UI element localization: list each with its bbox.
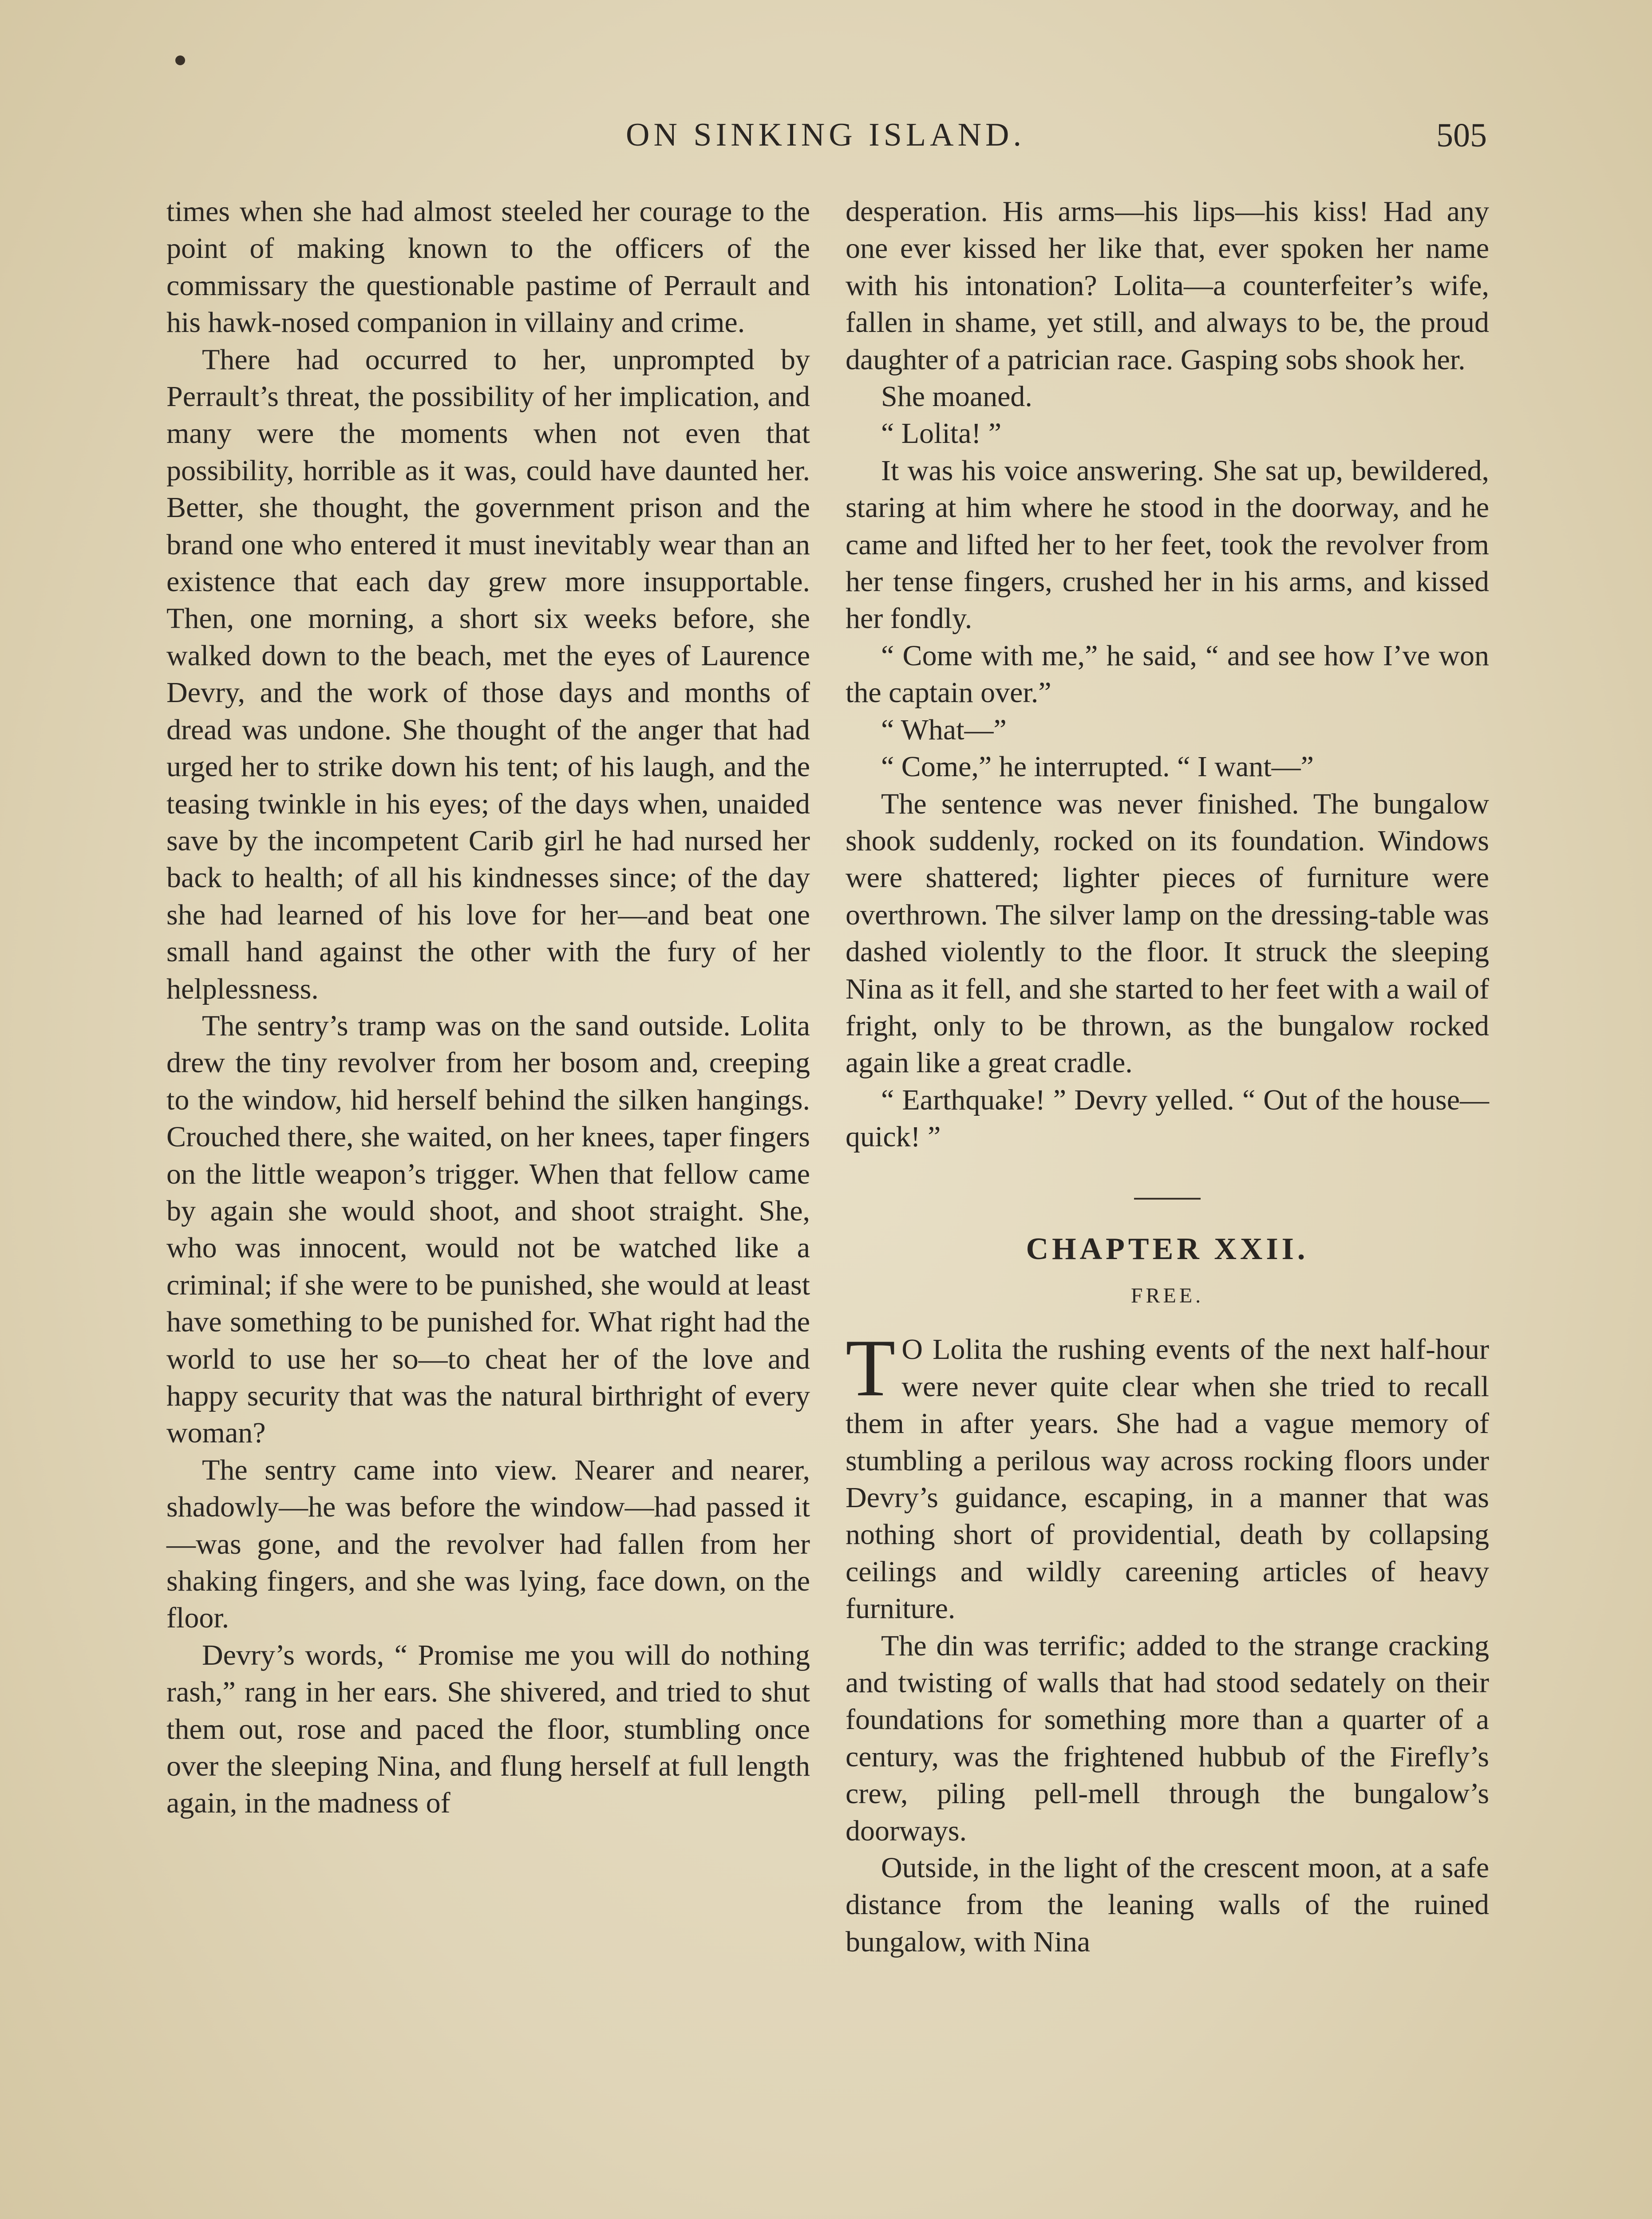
paragraph: The sentence was never finished. The bungalow shook suddenly, rocked on its foundation. Windows were shattered; lighter pieces of furniture were overthrown. The silver lamp on the dressing-table was dashed violently to the floor. It struck the sleeping Nina as it fell, and she started to her feet with a wail of fright, only to be thrown, as the bungalow rocked again like a great cradle. <box>846 787 1489 1079</box>
paragraph: “ Lolita! ” <box>881 417 1002 450</box>
ink-spot <box>175 55 185 65</box>
chapter-title: CHAPTER XXII. <box>1026 1232 1309 1266</box>
paragraph: She moaned. <box>881 380 1032 413</box>
paragraph: Devry’s words, “ Promise me you will do nothing rash,” rang in her ears. She shivered, and tried to shut them out, rose and paced the floor, stumbling once over the sleeping Nina, and flung herself at full length again, in the madness of <box>166 1639 810 1820</box>
paragraph: “ What—” <box>881 713 1007 746</box>
page-number: 505 <box>1436 117 1487 154</box>
right-column <box>846 193 1489 1960</box>
chapter-opening-paragraph <box>846 1323 1489 1627</box>
paragraph: It was his voice answering. She sat up, bewildered, staring at him where he stood in the doorway, and he came and lifted her to her feet, took the revolver from her tense fingers, crushed her in his arms, and kissed her fondly. <box>846 454 1489 635</box>
paragraph: times when she had almost steeled her courage to the point of making known to the officers of the commissary the questionable pastime of Perrault and his hawk-nosed companion in villainy and crime. <box>166 195 810 339</box>
paragraph: “ Earthquake! ” Devry yelled. “ Out of the house—quick! ” <box>846 1083 1489 1153</box>
page-header <box>164 116 1487 170</box>
paragraph-text: O Lolita the rushing events of the next half-hour were never quite clear when she tried to recall them in after years. She had a vague memory of stumbling a perilous way across rocking floors under Devry’s guidance, escaping, in a manner that was nothing short of providential, death by collapsing ceilings and wildly careening articles of heavy furniture. <box>846 1333 1489 1625</box>
paragraph: desperation. His arms—his lips—his kiss! Had any one ever kissed her like that, ever spoken her name with his intonation? Lolita—a counterfeiter’s wife, fallen in shame, yet still, and always to be, the proud daughter of a patrician race. Gasping sobs shook her. <box>846 195 1489 376</box>
paragraph: “ Come with me,” he said, “ and see how I’ve won the captain over.” <box>846 639 1489 709</box>
paragraph: There had occurred to her, unprompted by Perrault’s threat, the possibility of her implication, and many were the moments when not even that possibility, horrible as it was, could have daunted her. Better, she thought, the government prison and the brand one who entered it must inevitably wear than an existence that each day grew more insupportable. Then, one morning, a short six weeks before, she walked down to the beach, met the eyes of Laurence Devry, and the work of those days and months of dread was undone. She thought of the anger that had urged her to strike down his tent; of his laugh, and the teasing twinkle in his eyes; of the days when, unaided save by the incompetent Carib girl he had nursed her back to health; of all his kindnesses since; of the day she had learned of his love for her—and beat one small hand against the other with the fury of her helplessness. <box>166 343 810 1005</box>
paragraph: The din was terrific; added to the strange cracking and twisting of walls that had stood sedately on their foundations for something more than a quarter of a century, was the frightened hubbub of the Firefly’s crew, piling pell-mell through the bungalow’s doorways. <box>846 1629 1489 1847</box>
paragraph: Outside, in the light of the crescent moon, at a safe distance from the leaning walls of the ruined bungalow, with Nina <box>846 1852 1489 1958</box>
section-divider <box>1134 1198 1201 1200</box>
left-column <box>166 193 810 1822</box>
paragraph: “ Come,” he interrupted. “ I want—” <box>881 750 1314 783</box>
chapter-subtitle: FREE. <box>1130 1283 1204 1307</box>
running-title: ON SINKING ISLAND. <box>626 117 1025 153</box>
drop-cap: T <box>846 1323 896 1414</box>
paragraph: The sentry’s tramp was on the sand outside. Lolita drew the tiny revolver from her bosom and, creeping to the window, hid herself behind the silken hangings. Crouched there, she waited, on her knees, taper fingers on the little weapon’s trigger. When that fellow came by again she would shoot, and shoot straight. She, who was innocent, would not be watched like a criminal; if she were to be punished, she would at least have something to be punished for. What right had the world to use her so—to cheat her of the love and happy security that was the natural birthright of every woman? <box>166 1009 810 1449</box>
paragraph: The sentry came into view. Nearer and nearer, shadowly—he was before the window—had passed it—was gone, and the revolver had fallen from her shaking fingers, and she was lying, face down, on the floor. <box>166 1453 810 1635</box>
